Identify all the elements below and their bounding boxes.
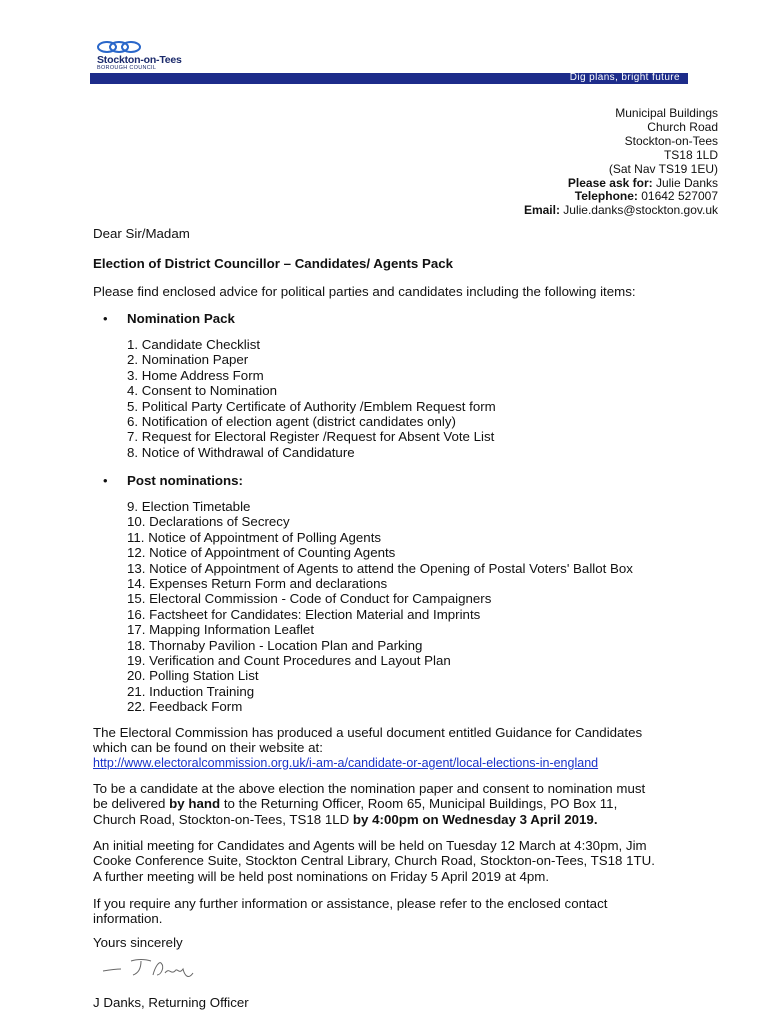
delivery-deadline: by 4:00pm on Wednesday 3 April 2019. — [352, 811, 598, 827]
contact-email — [524, 204, 718, 218]
list-item: 7. Request for Electoral Register /Request for Absent Vote List — [127, 429, 495, 445]
closing: Yours sincerely — [93, 935, 183, 950]
signature — [95, 953, 205, 985]
list-item: 19. Verification and Count Procedures and Layout Plan — [127, 653, 451, 669]
ask-label: Please ask for: — [567, 175, 653, 190]
list-item: 5. Political Party Certificate of Authority /Emblem Request form — [127, 398, 496, 414]
meeting-line: An initial meeting for Candidates and Agents will be held on Tuesday 12 March at 4:30pm, Jim — [93, 838, 647, 853]
list-item: 9. Election Timetable — [127, 499, 251, 514]
further-info-line: information. — [93, 911, 163, 927]
delivery-paragraph — [93, 781, 645, 827]
delivery-emphasis: by hand — [169, 796, 221, 812]
nomination-pack-list — [127, 337, 496, 460]
delivery-line: To be a candidate at the above election the nomination paper and consent to nomination must — [93, 781, 646, 796]
list-item: 3. Home Address Form — [127, 367, 264, 383]
header-banner — [90, 73, 688, 84]
list-item: 1. Candidate Checklist — [127, 337, 261, 352]
delivery-text: Church Road, Stockton-on-Tees, TS18 1LD — [93, 811, 353, 827]
guidance-line: The Electoral Commission has produced a useful document entitled Guidance for Candidates — [93, 725, 643, 740]
list-item: 6. Notification of election agent (district candidates only) — [127, 414, 456, 430]
address-line: (Sat Nav TS19 1EU) — [608, 161, 718, 176]
signoff: J Danks, Returning Officer — [93, 995, 249, 1010]
list-item: 16. Factsheet for Candidates: Election Material and Imprints — [127, 606, 481, 622]
list-item: 12. Notice of Appointment of Counting Agents — [127, 545, 396, 561]
intro-paragraph: Please find enclosed advice for political parties and candidates including the following items: — [93, 284, 636, 299]
salutation: Dear Sir/Madam — [93, 226, 190, 241]
contact-person — [524, 177, 718, 191]
section-nomination-pack-title: Nomination Pack — [127, 311, 235, 326]
contact-telephone — [524, 190, 718, 204]
meeting-line: A further meeting will be held post nominations on Friday 5 April 2019 at 4pm. — [93, 868, 550, 884]
list-item: 20. Polling Station List — [127, 668, 259, 684]
list-item: 13. Notice of Appointment of Agents to attend the Opening of Postal Voters' Ballot Box — [127, 560, 633, 576]
list-item: 18. Thornaby Pavilion - Location Plan and Parking — [127, 637, 423, 653]
guidance-line: which can be found on their website at: — [93, 740, 323, 756]
tagline: Dig plans, bright future — [569, 72, 680, 83]
list-item: 10. Declarations of Secrecy — [127, 514, 290, 530]
list-item: 8. Notice of Withdrawal of Candidature — [127, 444, 355, 460]
sender-address — [524, 107, 718, 218]
list-item: 22. Feedback Form — [127, 699, 243, 715]
meeting-line: Cooke Conference Suite, Stockton Central Library, Church Road, Stockton-on-Tees, TS18 1TU. — [93, 853, 655, 869]
address-line: Municipal Buildings — [615, 106, 718, 120]
list-item: 11. Notice of Appointment of Polling Agents — [127, 529, 382, 545]
further-info-line: If you require any further information or assistance, please refer to the enclosed contact — [93, 896, 608, 911]
delivery-text: to the Returning Officer, Room 65, Municipal Buildings, PO Box 11, — [220, 796, 618, 812]
list-item: 17. Mapping Information Leaflet — [127, 622, 315, 638]
list-item: 2. Nomination Paper — [127, 352, 249, 368]
bullet-icon: • — [103, 311, 108, 326]
list-item: 4. Consent to Nomination — [127, 383, 278, 399]
delivery-line — [93, 812, 645, 827]
list-item: 14. Expenses Return Form and declarations — [127, 576, 388, 592]
telephone-label: Telephone: — [574, 189, 638, 204]
further-info-paragraph — [93, 896, 607, 927]
letter-subject: Election of District Councillor – Candidates/ Agents Pack — [93, 256, 454, 271]
address-line: Church Road — [647, 119, 718, 134]
bullet-icon: • — [103, 473, 108, 488]
guidance-link[interactable]: http://www.electoralcommission.org.uk/i-am-a/candidate-or-agent/local-elections-in-england — [93, 755, 599, 770]
org-name: Stockton-on-Tees — [97, 54, 182, 66]
post-nominations-list — [127, 499, 633, 715]
org-subtitle: BOROUGH COUNCIL — [97, 65, 157, 71]
delivery-line — [93, 796, 645, 811]
council-logo — [95, 40, 215, 74]
section-post-nominations-title: Post nominations: — [127, 473, 243, 488]
ask-value: Julie Danks — [652, 175, 718, 190]
address-line: TS18 1LD — [663, 147, 718, 162]
list-item: 21. Induction Training — [127, 683, 255, 699]
guidance-paragraph — [93, 725, 642, 771]
meeting-paragraph — [93, 838, 655, 884]
email-value: Julie.danks@stockton.gov.uk — [559, 203, 718, 218]
list-item: 15. Electoral Commission - Code of Conduct for Campaigners — [127, 591, 492, 607]
email-label: Email: — [523, 203, 560, 218]
telephone-value: 01642 527007 — [637, 189, 718, 204]
council-logo-icon — [97, 40, 143, 54]
address-line: Stockton-on-Tees — [624, 133, 718, 148]
delivery-text: be delivered — [93, 796, 170, 812]
